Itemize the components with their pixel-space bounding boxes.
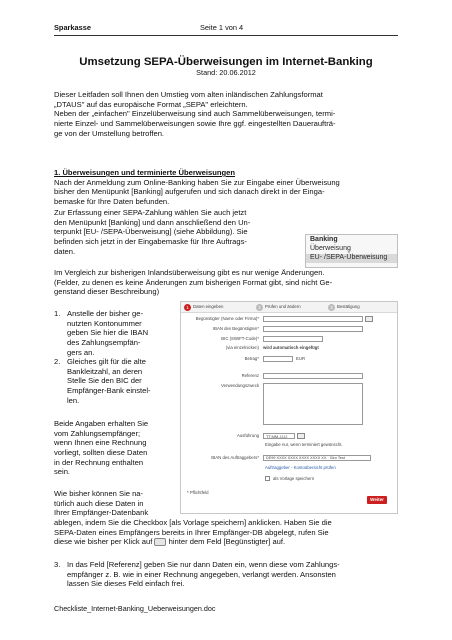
save-template-label: als Vorlage speichern [273,476,315,481]
text-line: in der Rechnung enthalten [54,457,144,467]
step-label: Prüfen und ändern [265,304,301,310]
field-iban-auftraggeber [181,455,371,461]
section-line: bisher den Menüpunkt [Banking] aufgerufen und sich danach direkt in der Einga- [54,187,325,197]
field-label: BIC (SWIFT-Code)* [221,336,259,342]
list-number: 1. [54,309,61,318]
list-item-3 [54,560,398,589]
step-2 [253,302,325,312]
list-line: gers an. [67,347,95,357]
address-book-icon[interactable] [365,316,373,322]
required-note [187,490,209,495]
document-date: Stand: 20.06.2012 [196,68,256,77]
text-line: türlich auch diese Daten in [54,498,144,508]
page-header [54,23,396,32]
text-fragment: hinter dem Feld [Begünstigter] auf. [168,537,286,547]
list-line: nutzten Kontonummer [67,318,142,328]
auftraggeber-link-row [265,465,336,470]
menu-item-ueberweisung: Überweisung [310,244,351,252]
required-note-text: * Pflichtfeld [187,490,209,495]
save-template-checkbox[interactable] [265,476,270,481]
list-line: In das Feld [Referenz] geben Sie nur dann Daten ein, wenn diese vom Zahlungs- [67,560,340,569]
intro-line: Dieser Leitfaden soll Ihnen den Umstieg vom alten inländischen Zahlungsformat [54,90,323,99]
text-line: vom Zahlungsempfänger; [54,428,141,438]
intro-line: nierte Einzel- und Sammelüberweisungen sowie Ihre ggf. eingestellten Daueraufträ- [54,118,336,128]
sepa-paragraph [54,208,300,256]
menu-item-sepa-ueberweisung: EU- /SEPA-Überweisung [306,254,397,263]
date-note [265,442,343,447]
text-line: Beide Angaben erhalten Sie [54,419,149,428]
list-item [54,357,176,405]
field-ausfuehrung [181,433,305,439]
text-line [54,537,398,547]
verwendungszweck-input[interactable] [263,383,363,425]
sepa-form-figure [180,301,398,514]
compare-line: (Felder, zu denen es keine Änderungen zum bisherigen Format gibt, sind nicht Ge- [54,277,333,287]
text-line: sein. [54,467,71,477]
intro-line: Neben der „einfachen" Einzelüberweisung sind auch Sammelüberweisungen, termi- [54,109,336,119]
calendar-icon[interactable] [297,433,305,439]
text-line: Wie bisher können Sie na- [54,489,144,498]
iban-input[interactable] [263,326,363,332]
both-paragraph [54,419,176,477]
text-line: wenn Ihnen eine Rechnung [54,438,147,448]
save-paragraph [54,518,398,547]
field-verwendungszweck [181,383,363,425]
field-bic-note [181,345,319,350]
text-line: SEPA-Daten eines Empfängers bereits in Ihrer Empfänger-DB abgelegt, rufen Sie [54,527,329,537]
document-title: Umsetzung SEPA-Überweisungen im Internet-Banking [79,56,373,68]
sepa-line: daten. [54,246,76,256]
list-line: Bankleitzahl, an deren [67,366,143,376]
sepa-line: Zur Erfassung einer SEPA-Zahlung wählen Sie auch jetzt [54,208,247,217]
step-dot-icon: 1 [184,304,191,311]
save-template-row [265,476,314,481]
weiter-button[interactable]: Weiter [367,496,387,504]
field-label: Betrag* [244,356,259,362]
intro-line: „DTAUS" auf das europäische Format „SEPA" erleichtern. [54,99,248,109]
banking-menu-figure [305,234,398,268]
field-label: Ausführung [237,433,259,439]
list-item [54,309,176,357]
field-label: Referenz [241,373,259,379]
field-bic [181,336,323,342]
section-1 [54,168,398,207]
sepa-line: befinden sich jetzt in der Eingabemaske für Ihre Auftrags- [54,236,247,246]
bic-auto-note: wird automatisch eingefügt [263,345,319,350]
iban-auftraggeber-select[interactable]: DE99 XXXX XXXX XXXX XXXX XX · Giro Test [263,455,371,461]
list-number: 3. [54,560,61,569]
field-betrag [181,356,305,362]
auftraggeber-link[interactable]: Auftraggeber - Kontoübersicht prüfen [265,465,336,470]
intro-paragraph [54,90,398,138]
betrag-input[interactable] [263,356,293,362]
text-line: vorliegt, sollten diese Daten [54,447,148,457]
list-line: empfänger z. B. wie in einer Rechnung angegeben, verlangt werden. Ansonsten [67,569,336,579]
sepa-line: den Menüpunkt [Banking] und dann anschließend den Un- [54,217,251,227]
compare-line: genstand dieser Beschreibung) [54,287,160,297]
list-line: Stelle Sie den BIC der [67,376,142,386]
prev-paragraph [54,489,176,518]
step-dot-icon: 2 [256,304,263,311]
beguenstigter-input[interactable] [263,316,363,322]
field-label: IBAN des Begünstigten* [212,326,259,332]
bic-input[interactable] [263,336,323,342]
header-left: Sparkasse [54,23,91,32]
sepa-line: terpunkt [EU- /SEPA-Überweisung] (siehe Abbildung). Sie [54,227,248,237]
step-label: Bestätigung [337,304,360,310]
list-line: geben Sie hier die IBAN [67,328,149,338]
step-1 [181,302,253,312]
list-line: Anstelle der bisher ge- [67,309,143,318]
text-line: Ihrer Empfänger-Datenbank [54,508,149,518]
list-item [54,560,398,589]
intro-line: ge von der Umstellung betroffen. [54,128,165,138]
referenz-input[interactable] [263,373,363,379]
field-iban [181,326,363,332]
page-number: Seite 1 von 4 [200,23,244,32]
date-note-text: Eingabe nur, wenn terminiert gewünscht. [265,442,343,447]
page-footer: Checkliste_Internet-Banking_Ueberweisungen.doc [54,604,216,613]
text-line: ablegen, indem Sie die Checkbox [als Vorlage speichern] anklicken. Haben Sie die [54,518,332,527]
field-label: Verwendungszweck [221,383,259,388]
list-line: des Zahlungsempfän- [67,337,141,347]
list-number: 2. [54,357,61,367]
section-heading: 1. Überweisungen und terminierte Überweisungen [54,168,236,177]
compare-paragraph [54,268,398,297]
field-label: Begünstigter (Name oder Firma)* [195,316,259,322]
field-label: IBAN des Auftraggebers* [211,455,259,461]
step-label: Daten eingeben [193,304,224,310]
field-beguenstigter [181,316,373,322]
currency-label: EUR [296,356,306,362]
list-line: lassen Sie dieses Feld einfach frei. [67,579,185,589]
header-divider [54,35,398,36]
date-input[interactable]: TT.MM.JJJJ [263,433,295,439]
field-label: (via einzelnicken) [225,345,259,350]
ordered-list [54,309,176,405]
menu-title-banking: Banking [310,236,338,243]
field-referenz [181,373,363,379]
list-line: len. [67,395,80,405]
wizard-steps [181,302,397,313]
text-fragment: diese wie bisher per Klick auf [54,537,153,547]
address-book-icon [154,538,166,546]
list-line: Gleiches gilt für die alte [67,357,146,367]
section-line: Nach der Anmeldung zum Online-Banking haben Sie zur Eingabe einer Überweisung [54,177,340,187]
step-3 [325,302,397,312]
section-line: bemaske für Ihre Daten befunden. [54,196,170,206]
list-line: Empfänger-Bank einstel- [67,386,151,396]
compare-line: Im Vergleich zur bisherigen Inlandsüberweisung gibt es nur wenige Änderungen. [54,268,325,277]
step-dot-icon: 3 [328,304,335,311]
